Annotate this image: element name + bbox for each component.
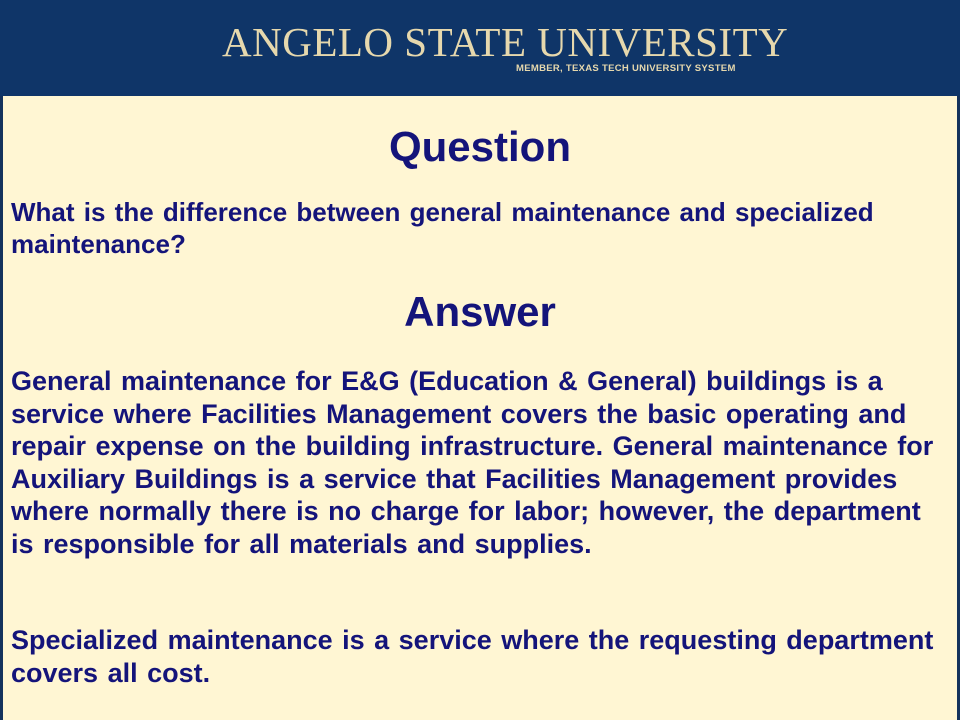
university-banner [0,0,960,96]
answer-heading: Answer [404,288,556,335]
university-wordmark: ANGELO STATE UNIVERSITY [222,19,789,65]
university-tagline: MEMBER, TEXAS TECH UNIVERSITY SYSTEM [516,63,736,74]
question-text: What is the difference between general maintenance and specialized maintenance? [11,197,874,259]
answer-paragraph-specialized: Specialized maintenance is a service where the requesting department covers all cost. [11,625,934,688]
answer-paragraph-general: General maintenance for E&G (Education & General) buildings is a service where Facilities Management covers the basic operating and repair expense on the building infrastructure. General maintenance for Auxiliary Buildings is a service that Facilities Management provides where normally there is no charge for labor; however, the department is responsible for all materials and supplies. [11,366,934,559]
slide-content [3,96,957,720]
question-heading: Question [388,123,571,170]
